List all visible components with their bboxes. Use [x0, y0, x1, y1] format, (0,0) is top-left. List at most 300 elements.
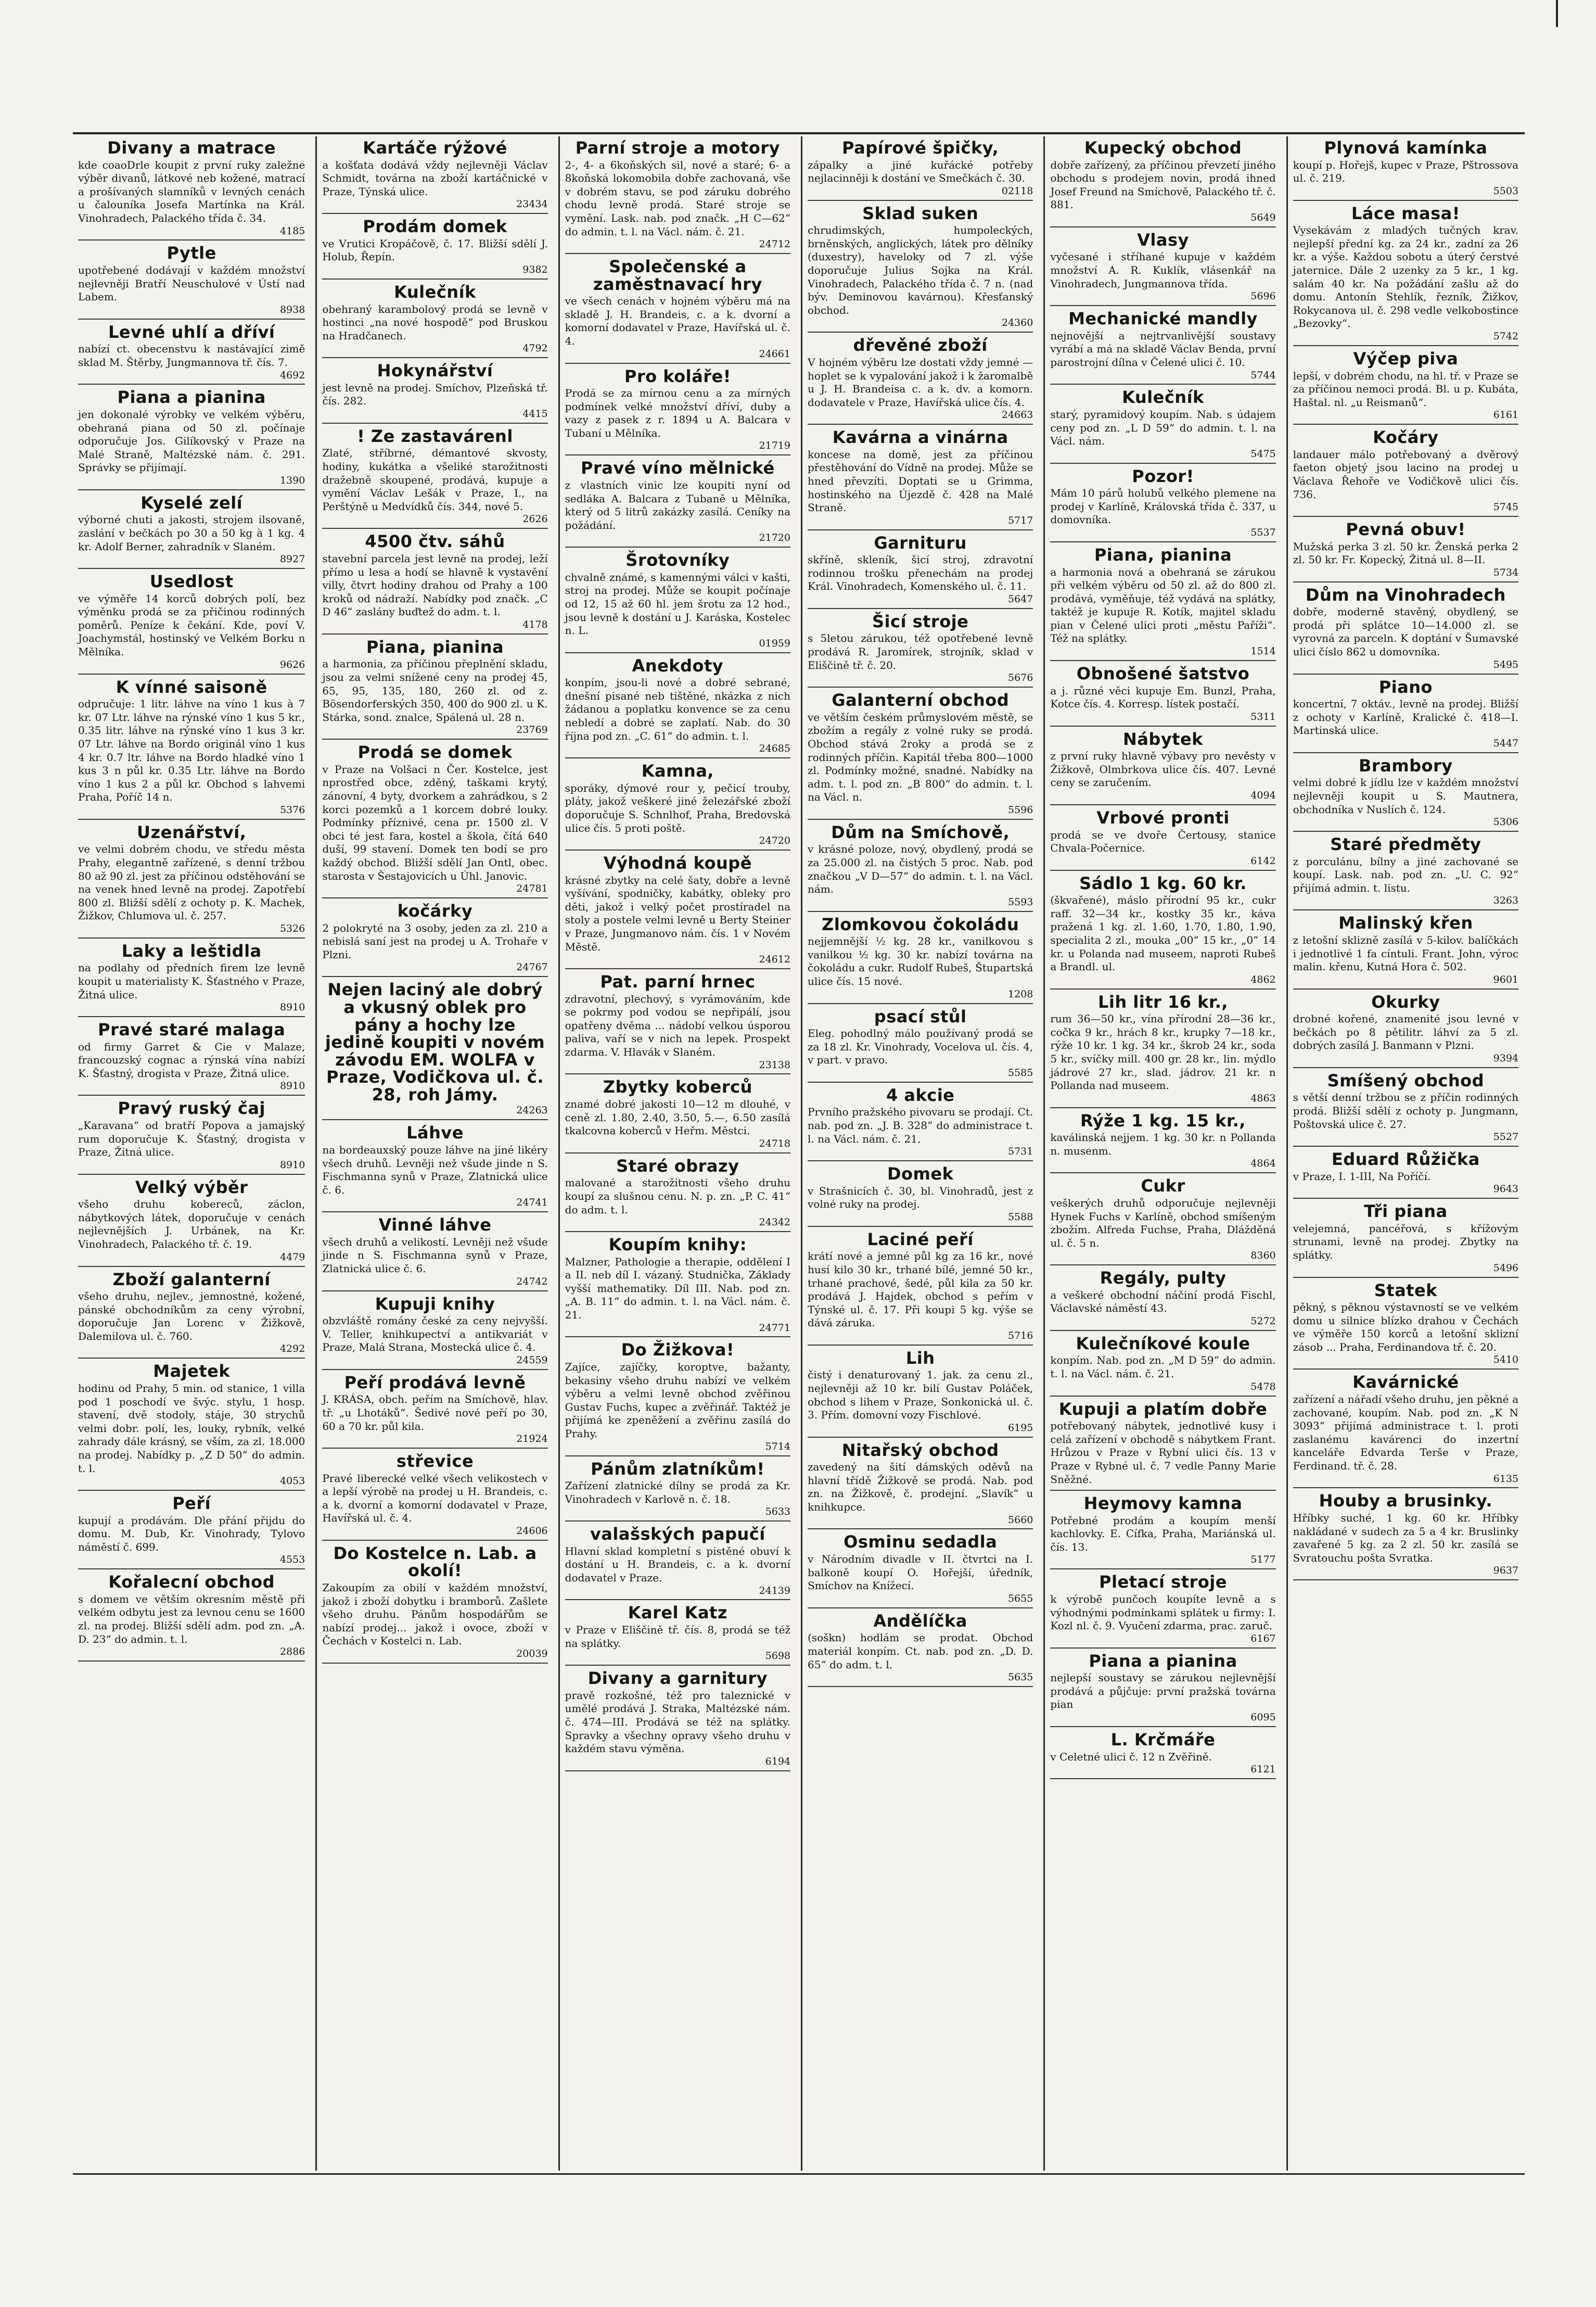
ad-body: a harmonia nová a obehraná se zárukou při velkém výběru od 50 zl. až do 800 zl. prodává, vyměňuje, též vydává na splátky, taktéž je kupuje R. Kotík, majitel skladu pian v Čelené ulici proti „městu Paříži“. Též na splátky. — [1050, 565, 1276, 645]
ad-code: 8938 — [279, 303, 305, 315]
ad-body: Vysekávám z mladých tučných krav. nejlepší přední kg. za 24 kr., zadní za 26 kr. a výše. Každou sobotu a úterý čerstvé jaternice. Dále 2 uzenky za 5 kr., 1 kg. salám 40 kr. Na požádání zašlu až do domu. Antonín Stehlík, řezník, Žižkov, Rokycanova ul. č. 298 vedle velkobostince „Bezovky“. — [1293, 224, 1518, 330]
ad-title: Do Kostelce n. Lab. a okolí! — [333, 1543, 537, 1581]
ad-code: 5376 — [279, 804, 305, 816]
ad-code: 5744 — [1250, 369, 1276, 381]
classified-ad — [1293, 836, 1518, 910]
ad-body: „Karavana“ od bratří Popova a jamajský rum doporučuje K. Šťastný, drogista v Praze, Žitná ulice. — [78, 1119, 305, 1159]
ad-body: s větší denní tržbou se z příčin rodinných prodá. Bližší sdělí z ochoty p. Jungmann, Poštovská ulice č. 27. — [1293, 1091, 1518, 1131]
classified-ad — [808, 1231, 1033, 1346]
ad-body: jest levně na prodej. Smíchov, Plzeňská tř. čís. 282. — [322, 381, 548, 408]
ad-body: obzvláště romány české za ceny nejvyšší. V. Teller, knihkupectví a antikvariát v Praze, Malá Strana, Mostecká ulice č. 4. — [322, 1314, 548, 1354]
ad-code: 5714 — [765, 1440, 790, 1452]
ad-title: Zboží galanterní — [112, 1269, 271, 1289]
ad-title: Divany a matrace — [107, 138, 276, 158]
ad-body: Eleg. pohodlný málo používaný prodá se za 18 zl. Kr. Vinohrady, Vocelova ul. čís. 4, v part. v pravo. — [808, 1027, 1033, 1067]
classified-ad — [1050, 809, 1275, 871]
ad-title: Hokynářství — [377, 361, 493, 381]
ad-code: 24741 — [516, 1197, 548, 1209]
ad-code: 1514 — [1250, 645, 1276, 657]
ad-title: Pravé víno mělnické — [581, 458, 775, 478]
classified-ad — [1050, 1177, 1275, 1265]
ad-body: v Celetné ulici č. 12 n Zvěřině. — [1050, 1750, 1212, 1763]
ad-column — [315, 136, 554, 2171]
ad-body: stavební parcela jest levně na prodej, leží přímo u lesa a hodí se hlavně k vystavění villy, čtvrt hodiny drahou od Prahy a 100 kroků od nádraží. Nabídky pod značk. „C D 46“ zaslány buďtež do adm. t. l. — [322, 552, 548, 618]
ad-body: malované a starožitnosti všeho druhu koupí za slušnou cenu. N. p. zn. „P. C. 41“ do adm. t. l. — [565, 1176, 790, 1216]
ad-title: Kupecký obchod — [1084, 138, 1242, 158]
ad-code: 4094 — [1250, 790, 1276, 802]
ad-title: Laky a leštidla — [121, 941, 262, 961]
ad-body: kupují a prodávám. Dle přání přijdu do domu. M. Dub, Kr. Vinohrady, Tylovo náměstí č. 699. — [78, 1514, 305, 1553]
classified-ad — [565, 973, 790, 1074]
ad-code: 24771 — [759, 1322, 790, 1334]
ad-body: 2-, 4- a 6koňských sil, nové a staré; 6- a 8koňská lokomobila dobře zachovaná, vše v dobrém stavu, se pod záruku dobrého chodu levně prodá. Staré stroje se vymění. Lask. nab. pod značk. „H C—62“ do admin. t. l. na Václ. nám. č. 21. — [565, 158, 790, 238]
classified-ad — [808, 1165, 1033, 1227]
ad-code: 24720 — [759, 835, 790, 847]
ad-body: krátí nové a jemné půl kg za 16 kr., nové husí kilo 30 kr., trhané bílé, jemné 50 kr., trhané prachové, šedé, půl kila za 50 kr. prodává J. Hajdek, obchod s peřím v Týnské ul. č. 17. Při koupi 5 kg. výše se dává záruka. — [808, 1250, 1033, 1329]
classified-ad — [808, 824, 1033, 912]
ad-body: Potřebné prodám a koupím menší kachlovky. E. Cífka, Praha, Mariánská ul. čís. 13. — [1050, 1514, 1276, 1553]
ad-body: velejemná, pancéřová, s křížovým strunami, levně na prodej. Zbytky na splátky. — [1293, 1222, 1518, 1262]
ad-title: Pytle — [167, 243, 216, 263]
ad-title: Sklad suken — [862, 203, 979, 223]
ad-body: výborné chuti a jakosti, strojem ilsovaně, zaslání v bečkách po 30 a 50 kg à 1 kg. 4 kr. Adolf Berner, zahradník v Slaném. — [78, 513, 305, 553]
classified-ad — [78, 573, 305, 674]
ad-title: Obnošené šatstvo — [1076, 663, 1250, 683]
ad-body: Mužská perka 3 zl. 50 kr. Ženská perka 2 zl. 50 kr. Fr. Kopecký, Žitná ul. 8—II. — [1293, 540, 1518, 566]
ad-code: 23769 — [516, 724, 548, 736]
ad-code: 2626 — [522, 513, 548, 525]
classified-ad — [1050, 1335, 1275, 1397]
ad-title: Domek — [887, 1164, 954, 1184]
ad-title: Lih litr 16 kr., — [1098, 992, 1228, 1012]
ad-code: 9643 — [1493, 1183, 1518, 1195]
ad-code: 8910 — [279, 1080, 305, 1092]
ad-title: Piano — [1378, 677, 1433, 697]
ad-title: Uzenářství, — [137, 822, 247, 842]
ad-title: Láce masa! — [1351, 203, 1460, 223]
classified-ad — [1050, 1495, 1275, 1569]
classified-ad — [565, 1670, 790, 1771]
ad-code: 9626 — [279, 658, 305, 670]
ad-code: 4862 — [1250, 973, 1276, 985]
ad-body: konpím, jsou-li nové a dobré sebrané, dnešní pisané neb tištěné, nkázka z nich žádanou a poplatku konvence se za cenu nebledí a dobré se zaplatí. Nab. do 30 října pod zn. „C. 61“ do admin. t. l. — [565, 676, 790, 742]
ad-code: 5475 — [1250, 448, 1276, 460]
ad-title: Vlasy — [1137, 230, 1189, 250]
ad-title: Eduard Růžička — [1331, 1149, 1480, 1170]
ad-code: 24663 — [1001, 409, 1033, 421]
ad-body: Prodá se za mírnou cenu a za mírných podmínek velké množství dříví, duby a vazy z pasek z r. 1894 u A. Balcara v Tubaní u Mělníka. — [565, 387, 790, 439]
ad-code: 01959 — [759, 637, 790, 649]
ad-body: Zlaté, stříbrné, démantové skvosty, hodiny, kukátka a všeliké starožitnosti dražebně skoupené, prodává, kupuje a vymění Václav Lešák v Praze, I., na Perštýně u Medvídků čís. 344, nové 5. — [322, 447, 548, 513]
ad-code: 21924 — [516, 1433, 548, 1445]
ad-code: 24139 — [759, 1585, 790, 1596]
ad-body: v Praze na Volšaci n Čer. Kostelce, jest nprostřed obce, zděný, taškami krytý, zánovní, 4 byty, dvorkem a zahrádkou, s 2 korci pozemků a 1 korcem dobré louky. Podmínky příznivé, cena pr. 1500 zl. V obci té jest fara, kostel a škola, čítá 640 duší, 99 stavení. Domek ten bodí se pro každý obchod. Bližší sdělí Jan Ontl, obec. starosta v Šestajovicích u Úhl. Janovic. — [322, 763, 548, 882]
ad-code: 5655 — [1007, 1592, 1033, 1604]
ad-title: Piana a pianina — [117, 387, 266, 408]
classified-ad — [1293, 757, 1518, 832]
classified-ad — [1050, 875, 1275, 990]
ad-title: Parní stroje a motory — [575, 138, 780, 158]
ad-title: Kulečník — [394, 282, 476, 302]
ad-body: dobře, moderně stavěný, obydlený, se prodá při splátce 10—14.000 zl. se vyrovná za parceln. K doptání v Šumavské ulici číslo 862 u domovníka. — [1293, 605, 1518, 658]
ad-title: Mechanické mandly — [1068, 309, 1258, 329]
ad-code: 5593 — [1007, 896, 1033, 908]
classified-ad — [78, 1100, 305, 1174]
classified-ad — [565, 1158, 790, 1232]
bottom-rule — [73, 2173, 1525, 2175]
ad-code: 5588 — [1007, 1211, 1033, 1223]
classified-ad — [808, 1087, 1033, 1161]
ad-code: 5177 — [1250, 1554, 1276, 1566]
classified-ad — [565, 1604, 790, 1666]
classified-ad — [78, 492, 305, 569]
ad-title: Kartáče rýžové — [363, 138, 507, 158]
classified-ad — [1293, 205, 1518, 346]
classified-ad — [322, 1124, 547, 1212]
ad-title: Kulečníkové koule — [1076, 1333, 1250, 1353]
ad-body: jen dokonalé výrobky ve velkém výběru, obehraná piana od 50 zl. počínaje odporučuje Jos. Gilíkovský v Praze na Malé Straně, Maltézské nám. č. 291. Správky se přijímají. — [78, 408, 305, 474]
ad-title: Anekdoty — [632, 655, 724, 676]
ad-body: rum 36—50 kr., vína přírodní 28—36 kr., cočka 9 kr., hrách 8 kr., krupky 7—18 kr., rýže 10 kr. 1 kg. 34 kr., škrob 24 kr., soda 5 kr., svíčky mill. 400 gr. 28 kr., lin. mýdlo jádrové 27 kr., slad. jádrov. 21 kr. n Pollanda nad museem. — [1050, 1012, 1276, 1092]
ad-body: veškerých druhů odporučuje nejlevněji Hynek Fuchs v Karlíně, obchod smíšeným zbožím. Alfreda Fuchse, Praha, Dlážděná ul. č. 5 n. — [1050, 1196, 1276, 1249]
ad-code: 5496 — [1493, 1262, 1518, 1274]
ad-code: 24263 — [516, 1105, 548, 1117]
ad-body: obehraný karambolový prodá se levně v hostinci „na nové hospodě“ pod Bruskou na Hradčanech. — [322, 302, 548, 342]
classified-ad — [565, 1341, 790, 1456]
ad-code: 24712 — [759, 238, 790, 250]
ad-body: landauer málo potřebovaný a dvěrový faeton objetý jsou lacino na prodej u Václava Řehoře ve Vodičkově ulici čís. 736. — [1293, 448, 1518, 501]
classified-ad — [808, 140, 1033, 201]
ad-code: 5742 — [1493, 331, 1518, 343]
ad-code: 24360 — [1001, 317, 1033, 329]
ad-code: 24612 — [759, 954, 790, 966]
ad-body: z první ruky hlavně výbavy pro nevěsty v Žižkově, Olmbrkova ulice čís. 407. Levné ceny se zaručením. — [1050, 750, 1276, 789]
classified-ad — [1050, 1731, 1275, 1779]
classified-ad — [1293, 1282, 1518, 1370]
classified-ad — [1293, 429, 1518, 517]
ad-body: v Strašnicích č. 30, bl. Vinohradů, jest z volné ruky na prodej. — [808, 1184, 1033, 1211]
ad-body: nejjemnější ½ kg. 28 kr., vanilkovou s vanilkou ½ kg. 30 kr. nabízí továrna na čokoládu a cukr. Rudolf Rubeš, Štupartská ulice čís. 15 nové. — [808, 935, 1033, 988]
classified-ad — [565, 368, 790, 456]
ad-title: Kavárna a vinárna — [832, 427, 1008, 448]
ad-code: 21719 — [759, 440, 790, 452]
classified-ad — [1293, 1072, 1518, 1147]
classified-ad — [1050, 468, 1275, 542]
ad-title: Papírové špičky, — [842, 138, 999, 158]
ad-title: Výhodná koupě — [603, 853, 752, 873]
ad-title: Levné uhlí a dříví — [108, 322, 275, 342]
ad-body: V hojném výběru lze dostati vždy jemné — hoplet se k vypalování jakož i k žaromalbě u J. H. Brandeisa c. a k. dv. a komorn. dodavatele v Praze, Havířská ulice čís. 4. — [808, 356, 1033, 409]
ad-body: Malzner, Pathologie a therapie, oddělení I a II. neb díl I. vázaný. Studnička, Základy vyšší mathematiky. Díl III. Nab. pod zn. „A. B. 11“ do admin. t. l. na Václ. nám. č. 21. — [565, 1255, 790, 1321]
ad-code: 4864 — [1250, 1158, 1276, 1170]
classified-ad — [322, 1453, 547, 1541]
ad-title: Vinné láhve — [378, 1215, 492, 1235]
ad-body: prodá se ve dvoře Čertousy, stanice Chvala-Počernice. — [1050, 828, 1276, 855]
ad-body: zápalky a jiné kuřácké potřeby nejlacinněji k dostání ve Smečkách č. 30. — [808, 158, 1033, 185]
classified-ad — [322, 639, 547, 740]
classified-ad — [322, 428, 547, 529]
classified-ad — [78, 1271, 305, 1359]
classified-ad — [322, 140, 547, 214]
ad-title: dřevěné zboží — [853, 335, 988, 356]
ad-code: 5503 — [1493, 185, 1518, 197]
ad-title: Do Žižkova! — [621, 1340, 735, 1360]
ad-code: 5537 — [1250, 527, 1276, 539]
ad-code: 5635 — [1007, 1671, 1033, 1683]
classified-ad — [808, 1442, 1033, 1530]
ad-title: Garnituru — [874, 533, 967, 553]
ad-body: Zakoupím za obilí v každém množství, jakož i zboží dobytku i bramborů. Zašlete všeho druhu. Pánům hospodářům se nabízí prodej... jakož i ovoce, zboží v Čechách v Kostelci n. Lab. — [322, 1581, 548, 1647]
page-edge-rule — [1556, 0, 1558, 27]
ad-body: ve větším českém průmyslovém městě, se zbožím a regály z volné ruky se prodá. Obchod stává 2roky a prodá se z rodinných příčin. Kapitál třeba 800—1000 zl. Podmínky možné, snadné. Nabídky na adm. t. l. pod zn. „B 800“ do admin. t. l. na Václ. n. — [808, 711, 1033, 804]
ad-title: Kupuji knihy — [375, 1294, 495, 1314]
ad-title: Peří — [172, 1493, 211, 1513]
classified-ad — [808, 1350, 1033, 1438]
ad-title: Smíšený obchod — [1327, 1070, 1485, 1091]
classified-ad — [1293, 994, 1518, 1068]
ad-code: 4178 — [522, 618, 548, 630]
ad-title: Pletací stroje — [1099, 1572, 1227, 1592]
ad-body: všeho druhu, nejlev., jemnostné, kožené, pánské obchodníkům za ceny výrobní, doporučuje Jan Lorenc v Žižkově, Dalemilova ul. č. 760. — [78, 1290, 305, 1342]
ad-code: 5633 — [765, 1506, 790, 1518]
classified-ad — [78, 324, 305, 385]
ad-body: zdravotní, plechový, s vyrámováním, kde se pokrmy pod vodou se nepřipálí, jsou opatřeny dvěma ... nádobí velkou úsporou paliva, vaří se v nich na lepek. Prospekt zdarma. V. Hlavák v Slaném. — [565, 992, 790, 1058]
ad-title: Pozor! — [1132, 466, 1194, 486]
classified-ad — [78, 1363, 305, 1491]
ad-title: K vínné saisoně — [116, 677, 267, 697]
ad-body: z vlastních vinic lze koupiti nyní od sedláka A. Balcara z Tubaně u Mělníka, který od 5 litrů zakázky zasílá. Ceníky na požádání. — [565, 478, 790, 531]
ad-body: k výrobě punčoch koupíte levně a s výhodnými podmínkami splátek u firmy: I. Kozl nl. č. 9. Vyučení zdarma, prac. zaruč. — [1050, 1592, 1276, 1632]
ad-body: Hlavní sklad kompletní s pistěné obuví k dostání u H. Brandeis, c. a k. dvorní dodavatel v Praze. — [565, 1544, 790, 1584]
ad-code: 6194 — [765, 1755, 790, 1767]
classified-ad — [78, 679, 305, 820]
ad-title: Pro koláře! — [624, 366, 731, 386]
ad-title: Piana a pianina — [1089, 1651, 1237, 1671]
ad-column — [558, 136, 797, 2171]
ad-body: odpručuje: 1 litr. láhve na víno 1 kus à 7 kr. 07 Ltr. láhve na rýnské víno 1 kus 5 kr., 0.35 litr. láhve na rýnské víno 1 kus 3 kr. 07 Ltr. láhve na Bordo originál víno 1 kus 4 kr. 0.7 ltr. láhve na Bordo hladké víno 1 kus 3 n půl kr. 0.35 Ltr. láhve na Bordo víno 1 kus 2 a půl kr. Obchod s lahvemi Praha, Poříč 14 n. — [78, 698, 305, 804]
classified-ad — [322, 903, 547, 977]
ad-body: koncertní, 7 oktáv., levně na prodej. Bližší z ochoty v Karlíně, Kralické č. 418—I. Martinská ulice. — [1293, 698, 1518, 737]
ad-title: Šicí stroje — [872, 611, 969, 631]
ad-code: 6135 — [1493, 1473, 1518, 1485]
ad-title: Osminu sedadla — [844, 1532, 998, 1552]
ad-code: 5596 — [1007, 804, 1033, 816]
ad-title: Výčep piva — [1353, 348, 1459, 369]
classified-ad — [1050, 389, 1275, 463]
ad-title: Sádlo 1 kg. 60 kr. — [1079, 873, 1247, 893]
ad-body: ve všech cenách v hojném výběru má na skladě J. H. Brandeis, c. a k. dvorní a komorní dodavatel v Praze, Havířská ul. č. 4. — [565, 295, 790, 348]
classified-ad — [322, 362, 547, 424]
ad-code: 5696 — [1250, 290, 1276, 302]
ad-code: 4479 — [279, 1251, 305, 1263]
ad-body: nabízí ct. obecenstvu k nastávající zimě sklad M. Štěrby, Jungmannova tř. čís. 7. — [78, 343, 305, 369]
classified-ad — [322, 1296, 547, 1370]
ad-code: 3263 — [1493, 895, 1518, 907]
ad-body: ve Vrutici Kropáčově, č. 17. Bližší sdělí J. Holub, Řepín. — [322, 237, 548, 263]
classified-ad — [322, 284, 547, 358]
classified-ad — [565, 657, 790, 758]
ad-body: sporáky, dýmové rour y, pečicí trouby, pláty, jakož veškeré jiné železářské zboží doporučuje S. Schnlhof, Praha, Bredovská ulice čís. 5 proti poště. — [565, 781, 790, 834]
ad-title: Peří prodává levně — [344, 1372, 526, 1392]
ad-title: Staré obrazy — [616, 1156, 739, 1176]
ad-title: Dům na Vinohradech — [1305, 585, 1506, 605]
ad-body: zavedený na šití dámských oděvů na hlavní třídě Žižkově se prodá. Nab. pod zn. na Žižkově, č. prodejní. „Slavík“ u knihkupce. — [808, 1461, 1033, 1513]
ad-body: z porculánu, bílny a jiné zachované se koupí. Lask. nab. pod zn. „U. C. 92“ přijímá admin. t. listu. — [1293, 855, 1518, 894]
ad-title: Rýže 1 kg. 15 kr., — [1080, 1110, 1246, 1131]
ad-code: 2886 — [279, 1646, 305, 1658]
ad-code: 24661 — [759, 348, 790, 360]
ad-code: 5410 — [1493, 1354, 1518, 1366]
classified-ad — [808, 1008, 1033, 1083]
ad-body: velmi dobré k jídlu lze v každém množství nejlevněji koupit u S. Mautnera, obchodníka v Nuslích č. 124. — [1293, 776, 1518, 816]
ad-body: a veškeré obchodní náčiní prodá Fischl, Václavské náměstí 43. — [1050, 1288, 1276, 1315]
ad-code: 8910 — [279, 1159, 305, 1171]
ad-code: 6161 — [1493, 409, 1518, 421]
classified-ad — [808, 692, 1033, 820]
ad-title: Pevná obuv! — [1346, 519, 1466, 540]
ad-code: 24559 — [516, 1354, 548, 1366]
ad-code: 4792 — [522, 343, 548, 354]
ad-code: 1390 — [279, 474, 305, 486]
ad-title: Pravý ruský čaj — [118, 1098, 265, 1119]
ad-code: 5647 — [1007, 593, 1033, 605]
ad-title: Piana, pianina — [1094, 544, 1232, 565]
classified-ad — [1293, 587, 1518, 675]
ad-body: Mám 10 párů holubů velkého plemene na prodej v Karlíně, Královská třída č. 337, u domovníka. — [1050, 487, 1276, 526]
classified-ad — [322, 218, 547, 280]
classified-ad — [78, 245, 305, 319]
top-rule — [73, 132, 1525, 134]
ad-title: Kupuji a platím dobře — [1058, 1399, 1268, 1419]
ad-body: krásné zbytky na celé šaty, dobře a levně vyšívání, spodničky, kabátky, obleky pro děti, jakož i velký počet prostíradel na stoly a postele velmi levně u Berty Steiner v Praze, Jungmanovo nám. čís. 1 v Novém Městě. — [565, 873, 790, 953]
classified-ad — [808, 916, 1033, 1004]
ad-code: 5495 — [1493, 658, 1518, 670]
ad-code: 8910 — [279, 1002, 305, 1013]
classified-ad — [78, 1574, 305, 1662]
ad-body: v krásné poloze, nový, obydlený, prodá se za 25.000 zl. na čistých 5 proc. Nab. pod značkou „V D—57“ do admin. t. l. na Václ. nám. — [808, 843, 1033, 896]
ad-body: pravě rozkošné, též pro taleznické v umělé prodává J. Straka, Maltézské nám. č. 474—III. Prodává se též na splátky. Spravky a všechny opravy všeho druhu v každém stavu výměna. — [565, 1689, 790, 1755]
ad-title: Zbytky koberců — [603, 1077, 752, 1097]
ad-title: ! Ze zastavárenl — [357, 426, 513, 446]
ad-code: 4053 — [279, 1475, 305, 1487]
ad-body: a j. různé věci kupuje Em. Bunzl, Praha, Kotce čís. 4. Korresp. lístek postačí. — [1050, 684, 1276, 711]
classified-ad — [78, 140, 305, 240]
ad-code: 5745 — [1493, 501, 1518, 513]
classified-ad — [808, 429, 1033, 530]
ad-code: 6195 — [1007, 1422, 1033, 1434]
ad-title: Prodá se domek — [357, 742, 513, 763]
ad-title: Heymovy kamna — [1083, 1493, 1243, 1514]
classified-ad — [322, 533, 547, 634]
classified-ad — [565, 140, 790, 254]
ad-title: střevice — [396, 1451, 474, 1472]
ad-title: Kočáry — [1373, 427, 1439, 448]
ad-body: všech druhů a velikostí. Levněji než všude jinde n S. Fischmanna synů v Praze, Zlatnická ulice č. 6. — [322, 1235, 548, 1275]
ad-code: 9637 — [1493, 1565, 1518, 1577]
ad-code: 5272 — [1250, 1315, 1276, 1327]
ad-title: Karel Katz — [628, 1603, 727, 1623]
ad-title: Piana, pianina — [366, 637, 504, 657]
ad-code: 5447 — [1493, 737, 1518, 749]
ad-code: 4863 — [1250, 1092, 1276, 1104]
classified-ad — [1050, 310, 1275, 385]
classified-ad — [1293, 140, 1518, 201]
ad-body: lepší, v dobrém chodu, na hl. tř. v Praze se za příčinou nemoci prodá. Bl. u p. Kubáta, Haštal. nl. „u Reismanů“. — [1293, 369, 1518, 409]
classified-ad — [565, 1461, 790, 1522]
classified-ad — [1293, 1203, 1518, 1277]
classified-ad — [78, 1179, 305, 1267]
ad-code: 5306 — [1493, 816, 1518, 828]
classified-ad — [808, 613, 1033, 688]
classified-ad — [322, 981, 547, 1120]
ad-code: 9394 — [1493, 1053, 1518, 1064]
ad-title: Houby a brusinky. — [1319, 1491, 1492, 1511]
ad-title: Usedlost — [149, 572, 234, 592]
ad-title: Kyselé zelí — [141, 492, 243, 513]
ad-body: s 5letou zárukou, též opotřebené levně prodává R. Jaromírek, strojník, sklad v Eliščině tř. č. 20. — [808, 632, 1033, 671]
ad-title: Okurky — [1371, 992, 1440, 1012]
classified-ad — [78, 1495, 305, 1569]
ad-body: (soškn) hodlám se prodat. Obchod materiál konpím. Ct. nab. pod zn. „D. D. 65“ do adm. t. l. — [808, 1631, 1033, 1671]
ad-code: 21720 — [759, 532, 790, 544]
classified-ad — [1050, 544, 1276, 661]
classified-ad — [1050, 140, 1275, 227]
ad-column — [1286, 136, 1525, 2171]
ad-body: všeho druhu kobereců, záclon, nábytkových látek, doporučuje v cenách nejlevnějších J. Urbánek, na Kr. Vinohradech, Palackého tř. č. 19. — [78, 1198, 305, 1251]
ad-body: hodinu od Prahy, 5 min. od stanice, 1 villa pod 1 poschodí ve švýc. stylu, 1 hosp. stavení, dvě stodoly, stáje, 30 strychů velmi dobr. polí, les, louky, rybník, velké zahrady dále krásný, se vším, za zl. 18.000 na prodej. Nabídky p. „Z D 50“ do admin. t. l. — [78, 1381, 305, 1475]
ad-body: (škvařené), máslo přírodní 95 kr., cukr raff. 32—34 kr., kostky 35 kr., káva pražená 1 kg. zl. 1.60, 1.70, 1.80, 1.90, specialita 2 zl., mouka „00“ 15 kr., „0“ 14 kr. u Polanda nad museem, naproti Rubeš a Brandl. ul. — [1050, 894, 1276, 973]
classified-ad — [808, 535, 1033, 609]
ad-code: 5527 — [1493, 1131, 1518, 1143]
classified-ad — [78, 389, 305, 490]
ad-body: nejlepší soustavy se zárukou nejlevnější prodává a půjčuje: první pražská továrna pian — [1050, 1671, 1276, 1711]
ad-title: Malinský křen — [1338, 913, 1473, 933]
ad-body: na bordeauxský pouze láhve na jiné likéry všech druhů. Levněji než všude jinde n S. Fischmanna synů v Praze, Zlatnická ulice č. 6. — [322, 1143, 548, 1196]
ad-title: valašských papučí — [590, 1524, 765, 1544]
ad-title: Šrotovníky — [625, 550, 730, 571]
ad-body: čistý i denaturovaný 1. jak. za cenu zl., nejlevněji až 10 kr. bilí Gustav Poláček, obchod s lihem v Praze, Sonkonická ul. č. 3. Přím. domovní vozy Fischlové. — [808, 1368, 1033, 1422]
classified-ad — [322, 1216, 547, 1291]
ad-title: Nitařský obchod — [841, 1440, 999, 1460]
ad-title: Brambory — [1359, 755, 1453, 776]
classified-ad — [808, 1533, 1033, 1608]
ad-code: 5716 — [1007, 1329, 1033, 1341]
ad-title: Kamna, — [641, 761, 714, 781]
ad-title: Pravé staré malaga — [98, 1020, 286, 1040]
ad-title: Laciné peří — [867, 1229, 974, 1249]
ad-title: Cukr — [1141, 1176, 1185, 1196]
classified-ad — [1050, 1653, 1275, 1727]
ad-body: upotřebené dodávají v každém množství nejlevněji Bratří Neuschulové v Ústí nad Labem. — [78, 264, 305, 303]
classified-ad — [565, 763, 790, 851]
ad-body: koncese na domě, jest za příčinou přestěhování do Vídně na prodej. Může se hned převzíti. Doptati se u Grimma, hostinského na Újezdě č. 428 na Malé Straně. — [808, 448, 1033, 514]
ad-body: chvalně známé, s kamennými válci v kašti, stroj na prodej. Může se koupit počínaje od 12, 15 až 60 hl. jem šrotu za 12 hod., jsou levně k dostání u J. Karáska, Kostelec n. L. — [565, 571, 790, 637]
ad-body: drobné kořené, znamenité jsou levné v bečkách po 8 pětilitr. láhví za 5 zl. dobrých zasílá J. Banmann v Plzni. — [1293, 1012, 1518, 1052]
ad-body: J. KRÁSA, obch. peřím na Smíchově, hlav. tř. „u Lhotáků“. Šedivé nové peří po 30, 60 a 70 kr. půl kila. — [322, 1393, 548, 1433]
ad-code: 4692 — [279, 369, 305, 381]
classified-ad — [78, 824, 305, 939]
ad-body: dobře zařízený, za příčinou převzetí jiného obchodu s prodejem novin, prodá ihned Josef Freund na Smíchově, Palackého tř. č. 881. — [1050, 158, 1276, 211]
classified-ad — [322, 1374, 547, 1449]
ad-code: 5731 — [1007, 1146, 1033, 1158]
ad-title: psací stůl — [874, 1006, 967, 1026]
ad-body: konpím. Nab. pod zn. „M D 59“ do admin. t. l. na Václ. nám. č. 21. — [1050, 1354, 1276, 1380]
ad-title: kočárky — [397, 901, 473, 921]
ad-body: Hříbky suché, 1 kg. 60 kr. Hříbky nakládané v sudech za 5 a 4 kr. Bruslinky zavařené 5 kg. za 2 zl. 50 kr. zasílá se Svratouchu pošta Svratka. — [1293, 1512, 1518, 1564]
classified-ad — [1050, 665, 1275, 727]
ad-code: 20039 — [516, 1648, 548, 1660]
ad-code: 5676 — [1007, 672, 1033, 684]
